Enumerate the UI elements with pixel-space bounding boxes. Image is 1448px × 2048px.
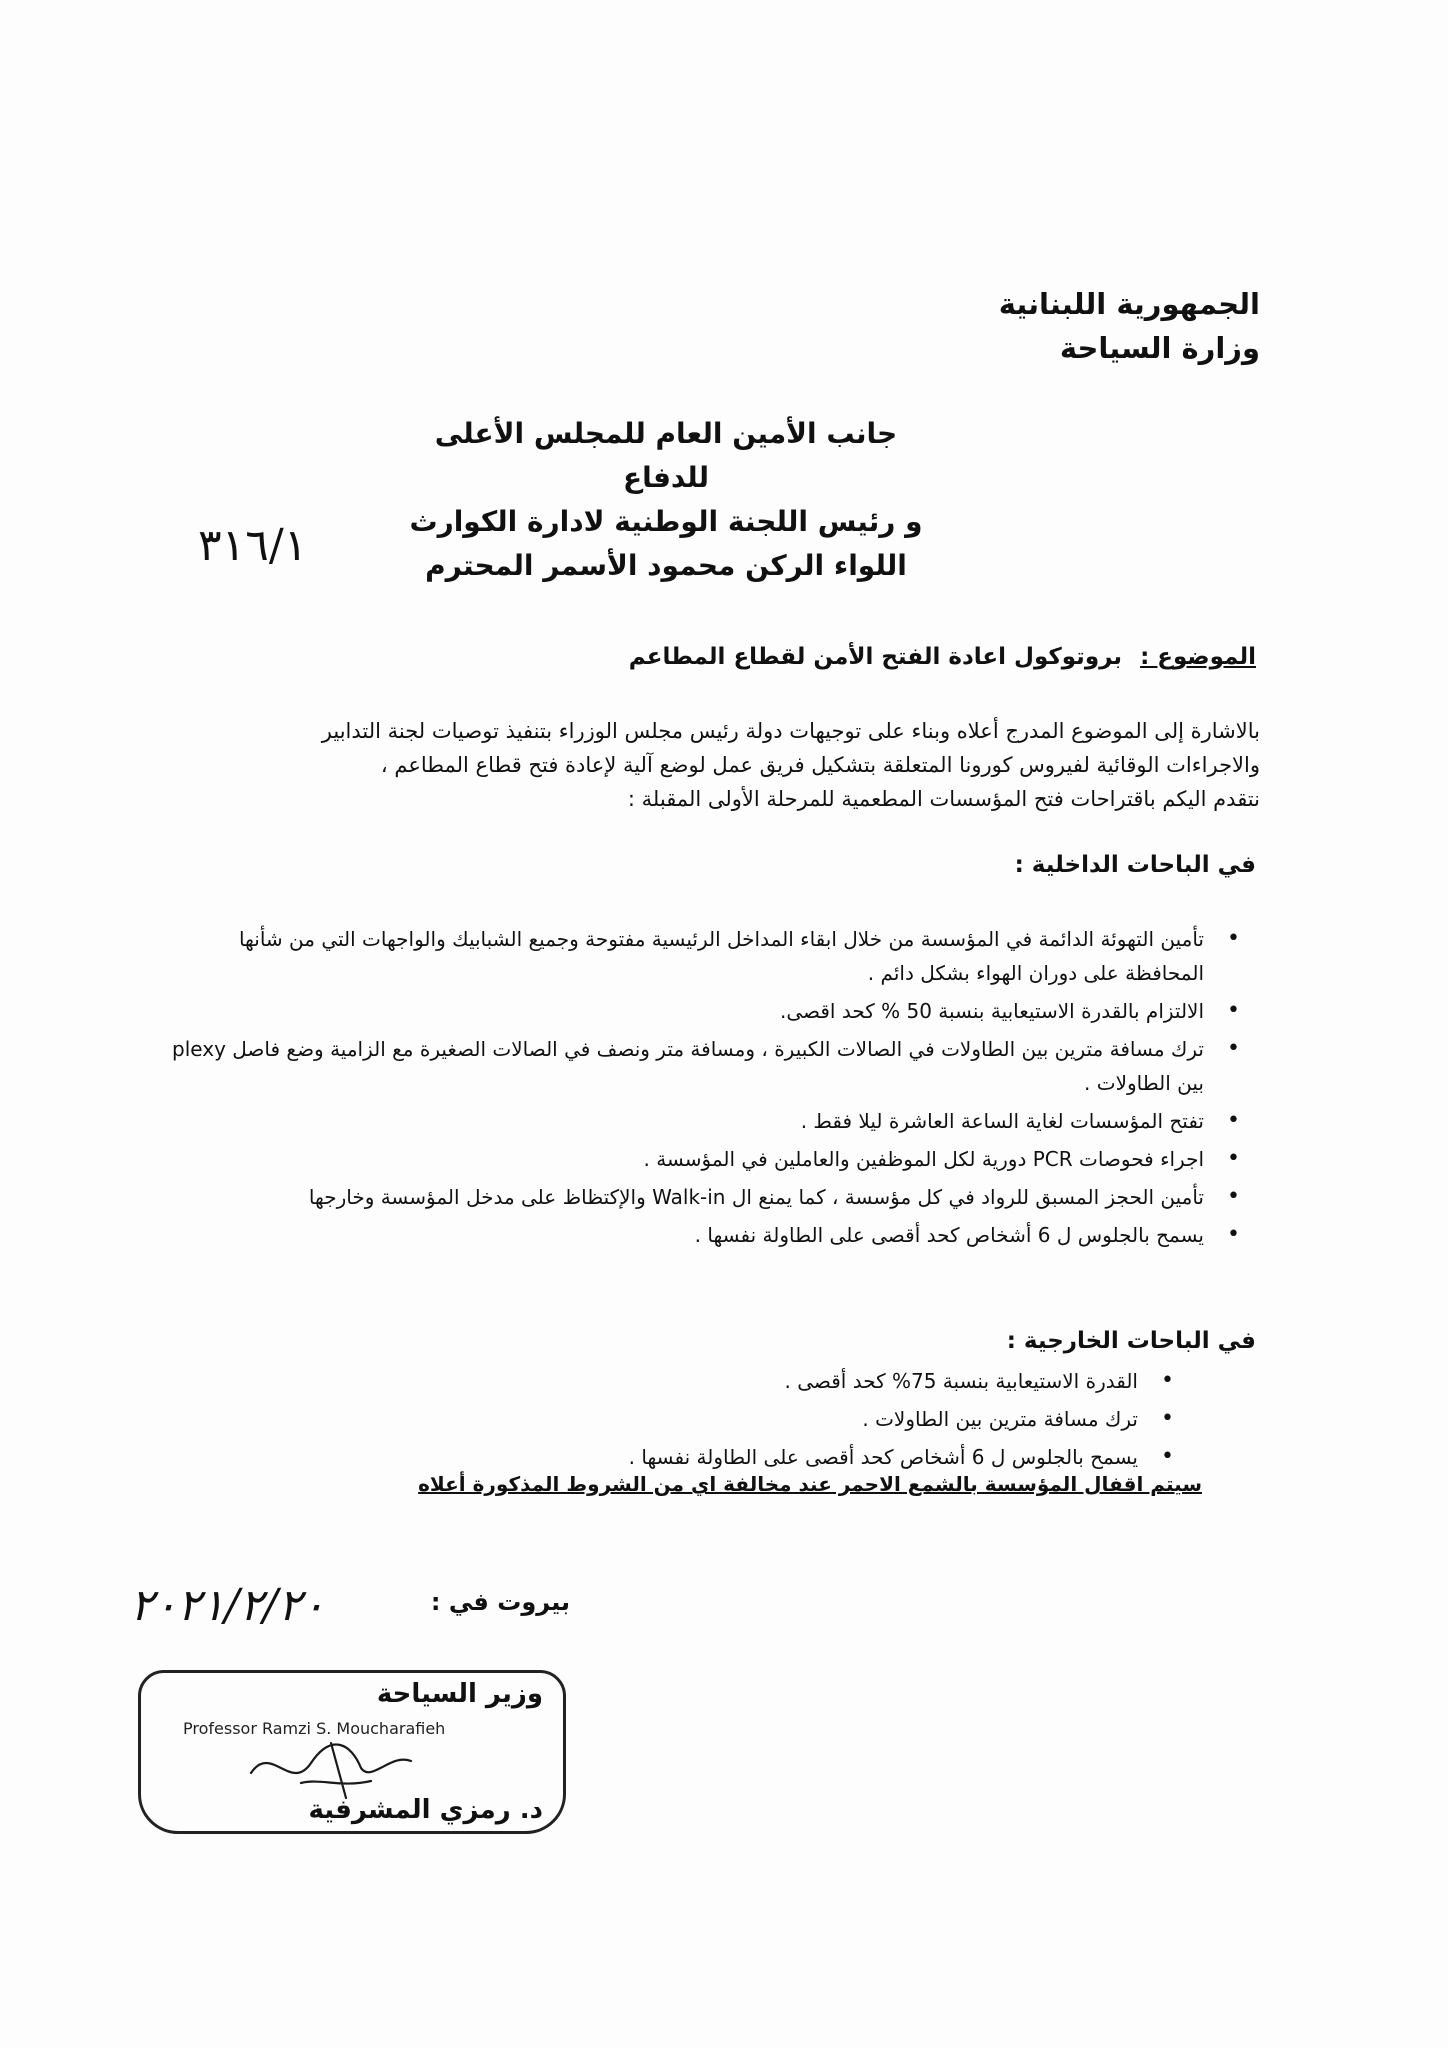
list-item: • يسمح بالجلوس ل 6 أشخاص كحد أقصى على الطاولة نفسها . [394, 1440, 1174, 1474]
letterhead [999, 282, 1260, 370]
list-item: • تأمين التهوئة الدائمة في المؤسسة من خلال ابقاء المداخل الرئيسية مفتوحة وجميع الشبابيك والواجهات التي من شأنها المحافظة على دوران الهواء بشكل دائم . [170, 922, 1240, 990]
letterhead-republic: الجمهورية اللبنانية [998, 287, 1260, 321]
intro-paragraph [170, 714, 1260, 816]
list-item: • اجراء فحوصات PCR دورية لكل الموظفين والعاملين في المؤسسة . [170, 1142, 1240, 1176]
subject-line [456, 644, 1256, 670]
indoor-rules-list [170, 922, 1266, 1256]
list-item: • ترك مسافة مترين بين الطاولات في الصالات الكبيرة ، ومسافة متر ونصف في الصالات الصغيرة مع الزامية وضع فاصل plexy بين الطاولات . [170, 1032, 1240, 1100]
recipient-line-2: و رئيس اللجنة الوطنية لادارة الكوارث [409, 505, 923, 538]
indoor-section-title: في الباحات الداخلية : [1014, 852, 1256, 878]
list-item: • يسمح بالجلوس ل 6 أشخاص كحد أقصى على الطاولة نفسها . [170, 1218, 1240, 1252]
list-item: • تفتح المؤسسات لغاية الساعة العاشرة ليلا فقط . [170, 1104, 1240, 1138]
recipient-line-3: اللواء الركن محمود الأسمر المحترم [425, 549, 907, 582]
signature-mark [241, 1723, 441, 1803]
dateline [130, 1580, 570, 1640]
outdoor-section-title: في الباحات الخارجية : [1006, 1328, 1256, 1354]
minister-stamp [138, 1670, 566, 1834]
subject-text: بروتوكول اعادة الفتح الأمن لقطاع المطاعم [628, 644, 1123, 670]
intro-line-3: نتقدم اليكم باقتراحات فتح المؤسسات المطعمية للمرحلة الأولى المقبلة : [627, 787, 1260, 811]
date-value: ٢٠٢١/٢/٢٠ [130, 1580, 326, 1631]
subject-label: الموضوع : [1140, 644, 1256, 670]
list-item: • تأمين الحجز المسبق للرواد في كل مؤسسة ، كما يمنع ال Walk-in والإكتظاظ على مدخل المؤسسة وخارجها [170, 1180, 1240, 1214]
letterhead-ministry: وزارة السياحة [1059, 331, 1260, 365]
intro-line-1: بالاشارة إلى الموضوع المدرج أعلاه وبناء على توجيهات دولة رئيس مجلس الوزراء بتنفيذ توصيات لجنة التدابير [321, 719, 1260, 743]
reference-number: ٣١٦/١ [198, 520, 308, 571]
outdoor-rules-list [394, 1364, 1200, 1478]
list-item: • ترك مسافة مترين بين الطاولات . [394, 1402, 1174, 1436]
recipient-block [406, 412, 926, 588]
date-label: بيروت في : [430, 1588, 570, 1616]
list-item: • القدرة الاستيعابية بنسبة 75% كحد أقصى . [394, 1364, 1174, 1398]
recipient-line-1: جانب الأمين العام للمجلس الأعلى للدفاع [434, 417, 898, 494]
list-item: • الالتزام بالقدرة الاستيعابية بنسبة 50 % كحد اقصى. [170, 994, 1240, 1028]
stamp-title: وزير السياحة [376, 1679, 543, 1709]
stamp-latin-name: Professor Ramzi S. Moucharafieh [183, 1719, 446, 1738]
stamp-name: د. رمزي المشرفية [308, 1795, 543, 1825]
closure-warning: سيتم اقفال المؤسسة بالشمع الاحمر عند مخالفة اي من الشروط المذكورة أعلاه [418, 1472, 1202, 1496]
intro-line-2: والاجراءات الوقائية لفيروس كورونا المتعلقة بتشكيل فريق عمل لوضع آلية لإعادة فتح قطاع المطاعم ، [380, 753, 1260, 777]
